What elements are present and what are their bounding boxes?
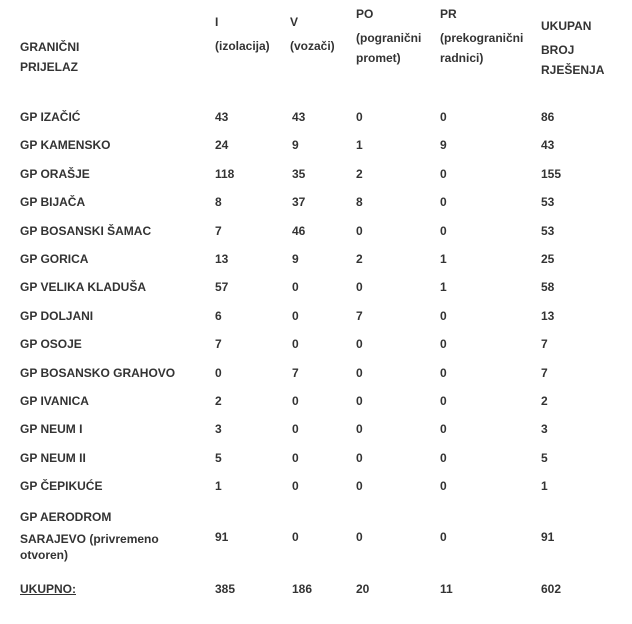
table-row-2-cross-border-workers: 9 — [440, 138, 447, 152]
table-row-11-drivers: 0 — [292, 394, 299, 408]
total-isolation: 385 — [215, 582, 236, 596]
table-row-3-isolation: 118 — [215, 167, 235, 181]
table-row-2-total: 43 — [541, 138, 555, 152]
table-row-13-isolation: 5 — [215, 451, 222, 465]
table-row-13-border-traffic: 0 — [356, 451, 363, 465]
table-row-11-border-traffic: 0 — [356, 394, 363, 408]
table-row-12-cross-border-workers: 0 — [440, 422, 447, 436]
header-crossing: GRANIČNI PRIJELAZ — [20, 40, 80, 74]
table-row-11-name: GP IVANICA — [20, 394, 89, 408]
table-row-9-isolation: 7 — [215, 337, 222, 351]
table-row-10-cross-border-workers: 0 — [440, 366, 447, 380]
table-row-8-total: 13 — [541, 309, 555, 323]
table-row-6-drivers: 9 — [292, 252, 299, 266]
table-row-12-isolation: 3 — [215, 422, 222, 436]
table-row-14-name: GP ČEPIKUĆE — [20, 479, 103, 493]
table-row-4-cross-border-workers: 0 — [440, 195, 447, 209]
table-row-13-drivers: 0 — [292, 451, 299, 465]
table-row-8-drivers: 0 — [292, 309, 299, 323]
header-total-decisions: UKUPAN BROJ RJEŠENJA — [541, 19, 605, 77]
table-row-14-border-traffic: 0 — [356, 479, 363, 493]
table-row-5-drivers: 46 — [292, 224, 306, 238]
table-row-aerodrom-name: GP AERODROM SARAJEVO (privremeno otvoren) — [20, 510, 159, 562]
table-row-12-total: 3 — [541, 422, 548, 436]
table-row-8-border-traffic: 7 — [356, 309, 363, 323]
total-drivers: 186 — [292, 582, 313, 596]
table-row-1-cross-border-workers: 0 — [440, 110, 447, 124]
header-cross-border-workers: PR (prekogranični radnici) — [440, 7, 524, 65]
table-row-13-total: 5 — [541, 451, 548, 465]
table-row-3-total: 155 — [541, 167, 562, 181]
table-row-2-isolation: 24 — [215, 138, 229, 152]
table-row-13-name: GP NEUM II — [20, 451, 86, 465]
table-row-6-isolation: 13 — [215, 252, 229, 266]
table-row-3-border-traffic: 2 — [356, 167, 363, 181]
table-row-10-total: 7 — [541, 366, 548, 380]
header-border-traffic: PO (pogranični promet) — [356, 7, 422, 65]
table-row-10-drivers: 7 — [292, 366, 299, 380]
table-row-7-border-traffic: 0 — [356, 280, 363, 294]
aerodrom-drivers: 0 — [292, 530, 299, 544]
table-row-5-border-traffic: 0 — [356, 224, 363, 238]
table-row-10-border-traffic: 0 — [356, 366, 363, 380]
table-row-11-total: 2 — [541, 394, 548, 408]
table-row-6-cross-border-workers: 1 — [440, 252, 447, 266]
table-row-9-drivers: 0 — [292, 337, 299, 351]
table-row-11-isolation: 2 — [215, 394, 222, 408]
table-row-5-isolation: 7 — [215, 224, 222, 238]
table-row-11-cross-border-workers: 0 — [440, 394, 447, 408]
table-row-1-drivers: 43 — [292, 110, 306, 124]
table-row-7-cross-border-workers: 1 — [440, 280, 447, 294]
aerodrom-total: 91 — [541, 530, 555, 544]
total-decisions: 602 — [541, 582, 562, 596]
table-row-6-total: 25 — [541, 252, 555, 266]
header-drivers: V (vozači) — [290, 15, 335, 53]
table-row-3-cross-border-workers: 0 — [440, 167, 447, 181]
table-row-8-name: GP DOLJANI — [20, 309, 94, 323]
table-row-1-isolation: 43 — [215, 110, 229, 124]
table-row-8-cross-border-workers: 0 — [440, 309, 447, 323]
table-row-10-isolation: 0 — [215, 366, 222, 380]
table-row-9-total: 7 — [541, 337, 548, 351]
table-row-6-name: GP GORICA — [20, 252, 89, 266]
table-row-2-border-traffic: 1 — [356, 138, 363, 152]
table-row-14-cross-border-workers: 0 — [440, 479, 447, 493]
table-row-14-drivers: 0 — [292, 479, 299, 493]
table-row-3-drivers: 35 — [292, 167, 306, 181]
aerodrom-isolation: 91 — [215, 530, 229, 544]
table-row-7-total: 58 — [541, 280, 555, 294]
table-row-2-drivers: 9 — [292, 138, 299, 152]
table-row-4-border-traffic: 8 — [356, 195, 363, 209]
table-row-6-border-traffic: 2 — [356, 252, 363, 266]
table-row-4-name: GP BIJAČA — [20, 195, 86, 209]
table-row-5-cross-border-workers: 0 — [440, 224, 447, 238]
total-label: UKUPNO: — [20, 582, 76, 596]
table-row-4-drivers: 37 — [292, 195, 306, 209]
total-cross-border-workers: 11 — [440, 582, 453, 596]
table-row-7-drivers: 0 — [292, 280, 299, 294]
table-row-7-name: GP VELIKA KLADUŠA — [20, 280, 147, 294]
table-row-4-total: 53 — [541, 195, 555, 209]
aerodrom-cross-border-workers: 0 — [440, 530, 447, 544]
aerodrom-border-traffic: 0 — [356, 530, 363, 544]
table-row-5-total: 53 — [541, 224, 555, 238]
table-row-2-name: GP KAMENSKO — [20, 138, 111, 152]
table-row-8-isolation: 6 — [215, 309, 222, 323]
table-row-4-isolation: 8 — [215, 195, 222, 209]
table-row-12-border-traffic: 0 — [356, 422, 363, 436]
table-row-5-name: GP BOSANSKI ŠAMAC — [20, 224, 152, 238]
table-row-9-border-traffic: 0 — [356, 337, 363, 351]
table-row-1-name: GP IZAČIĆ — [20, 110, 81, 124]
total-border-traffic: 20 — [356, 582, 370, 596]
table-row-9-name: GP OSOJE — [20, 337, 82, 351]
table-row-10-name: GP BOSANSKO GRAHOVO — [20, 366, 176, 380]
table-row-13-cross-border-workers: 0 — [440, 451, 447, 465]
table-row-1-total: 86 — [541, 110, 555, 124]
table-row-9-cross-border-workers: 0 — [440, 337, 447, 351]
table-row-14-total: 1 — [541, 479, 548, 493]
header-isolation: I (izolacija) — [215, 15, 270, 53]
table-row-7-isolation: 57 — [215, 280, 229, 294]
table-row-12-drivers: 0 — [292, 422, 299, 436]
table-row-14-isolation: 1 — [215, 479, 222, 493]
table-row-1-border-traffic: 0 — [356, 110, 363, 124]
table-row-3-name: GP ORAŠJE — [20, 167, 90, 181]
table-row-12-name: GP NEUM I — [20, 422, 83, 436]
